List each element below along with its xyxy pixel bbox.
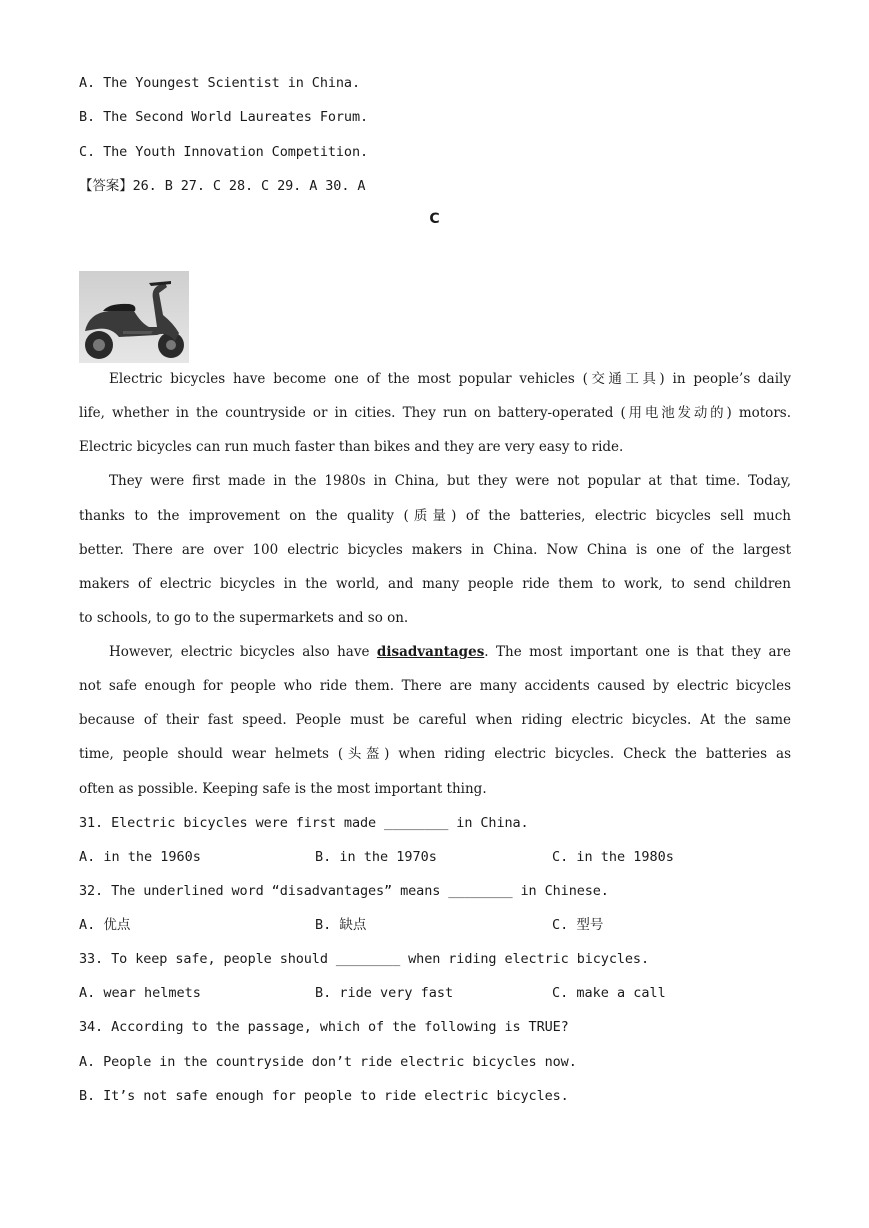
question-31-stem: 31. Electric bicycles were first made ________ in China. xyxy=(79,815,529,831)
passage-p3-text-after: . The most important one is that they are xyxy=(484,644,791,660)
question-33-option-c: C. make a call xyxy=(552,985,666,1001)
passage-p2-line1: They were first made in the 1980s in China, but they were not popular at that time. Today, xyxy=(109,473,791,489)
question-33-option-a: A. wear helmets xyxy=(79,985,201,1001)
question-32-option-a: A. 优点 xyxy=(79,917,131,933)
passage-p1-line1: Electric bicycles have become one of the most popular vehicles (交通工具) in people’s daily xyxy=(109,371,791,387)
passage-p3-line5: often as possible. Keeping safe is the most important thing. xyxy=(79,781,487,797)
passage-p3-line3: because of their fast speed. People must be careful when riding electric bicycles. At the same xyxy=(79,712,791,728)
answer-key: 【答案】26. B 27. C 28. C 29. A 30. A xyxy=(79,178,366,194)
question-31-option-b: B. in the 1970s xyxy=(315,849,437,865)
passage-p2-line5: to schools, to go to the supermarkets and so on. xyxy=(79,610,409,626)
passage-p3-line1 xyxy=(79,642,791,662)
scooter-image xyxy=(79,271,189,363)
passage-p3-text-before: However, electric bicycles also have xyxy=(109,644,377,660)
passage-p2-line3: better. There are over 100 electric bicycles makers in China. Now China is one of the largest xyxy=(79,542,791,558)
passage-p1-line3: Electric bicycles can run much faster than bikes and they are very easy to ride. xyxy=(79,439,624,455)
question-34-option-a: A. People in the countryside don’t ride electric bicycles now. xyxy=(79,1054,577,1070)
question-32-option-b: B. 缺点 xyxy=(315,917,367,933)
question-32-stem: 32. The underlined word “disadvantages” means ________ in Chinese. xyxy=(79,883,609,899)
question-34-stem: 34. According to the passage, which of the following is TRUE? xyxy=(79,1019,569,1035)
prev-option-b: B. The Second World Laureates Forum. xyxy=(79,109,368,125)
question-33-stem: 33. To keep safe, people should ________ when riding electric bicycles. xyxy=(79,951,649,967)
passage-p1-line2: life, whether in the countryside or in cities. They run on battery-operated (用电池发动的) motors. xyxy=(79,405,791,421)
question-33-option-b: B. ride very fast xyxy=(315,985,454,1001)
passage-p2-line4: makers of electric bicycles in the world, and many people ride them to work, to send children xyxy=(79,576,791,592)
section-title: C xyxy=(429,211,440,227)
question-32-option-c: C. 型号 xyxy=(552,917,604,933)
question-31-option-c: C. in the 1980s xyxy=(552,849,674,865)
passage-p3-line2: not safe enough for people who ride them. There are many accidents caused by electric bicycles xyxy=(79,678,791,694)
underlined-word: disadvantages xyxy=(376,644,485,660)
passage-p2-line2: thanks to the improvement on the quality (质量) of the batteries, electric bicycles sell much xyxy=(79,508,791,524)
passage-p3-line4: time, people should wear helmets (头盔) when riding electric bicycles. Check the batteries as xyxy=(79,746,791,762)
prev-option-c: C. The Youth Innovation Competition. xyxy=(79,144,368,160)
prev-option-a: A. The Youngest Scientist in China. xyxy=(79,75,360,91)
question-31-option-a: A. in the 1960s xyxy=(79,849,201,865)
question-34-option-b: B. It’s not safe enough for people to ride electric bicycles. xyxy=(79,1088,569,1104)
